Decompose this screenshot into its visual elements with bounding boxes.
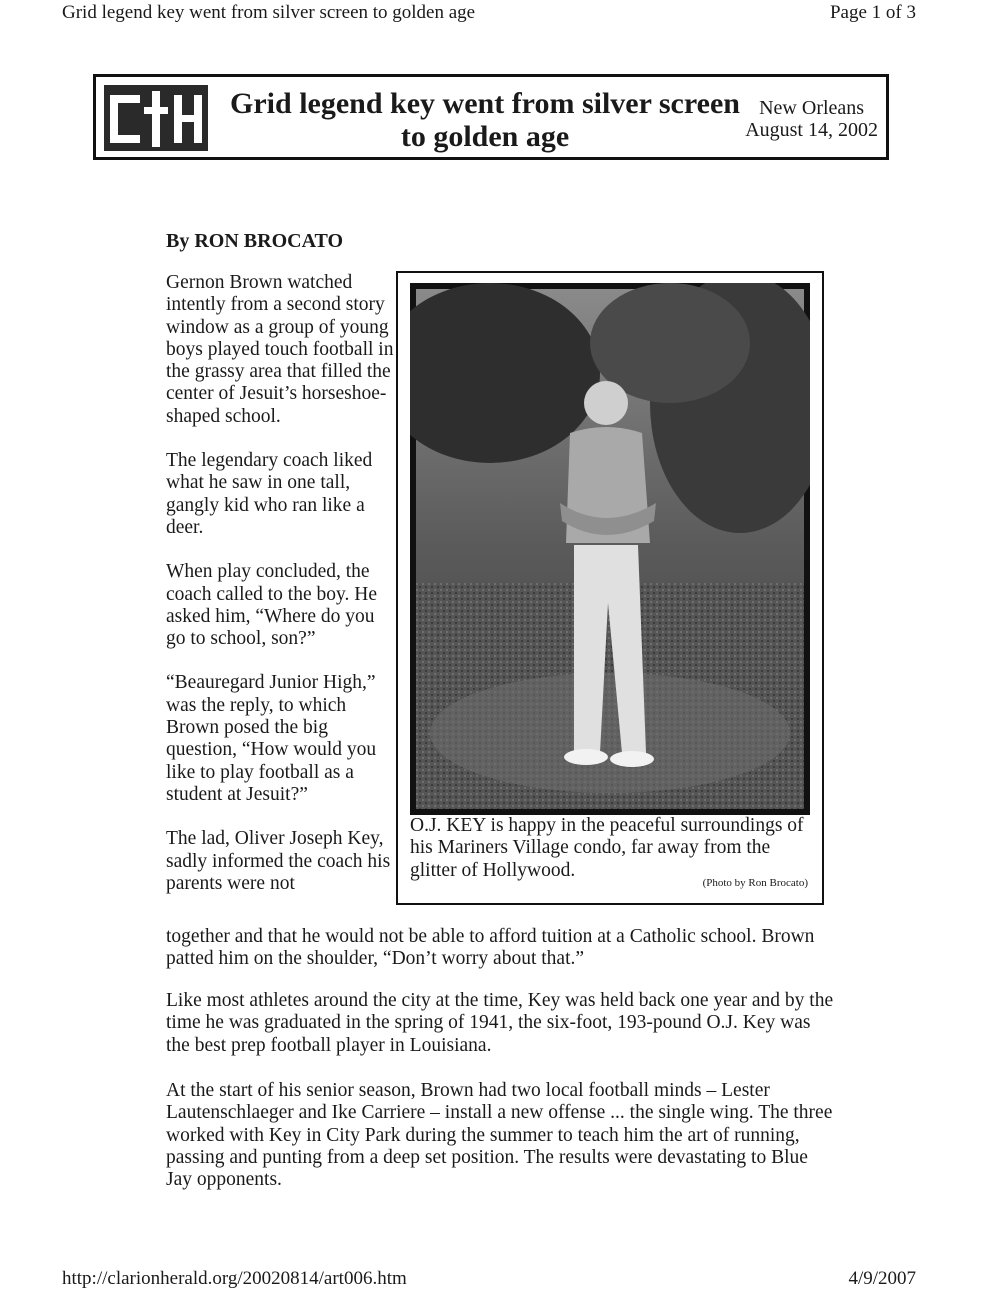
- article-paragraph: At the start of his senior season, Brown had two local football minds – Lester Lautenschlaeger and Ike Carriere – install a new offense ... the single wing. The three worked with Key in City Park during the summer to teach him the art of running, passing and punting from a deep set position. The results were devastating to Blue Jay opponents.: [166, 1080, 833, 1191]
- article-banner: [93, 74, 889, 160]
- article-headline: Grid legend key went from silver screen to golden age: [230, 87, 740, 153]
- dateline-place: New Orleans: [759, 97, 865, 119]
- article-paragraph: The lad, Oliver Joseph Key, sadly informed the coach his parents were not: [166, 828, 391, 894]
- byline: By RON BROCATO: [166, 230, 344, 252]
- print-header-title: Grid legend key went from silver screen to golden age: [62, 2, 476, 23]
- page-number: Page 1 of 3: [829, 2, 916, 23]
- source-url: http://clarionherald.org/20020814/art006.htm: [62, 1268, 407, 1289]
- photo-credit: (Photo by Ron Brocato): [702, 877, 808, 889]
- article-column: [166, 272, 398, 917]
- article-paragraph: together and that he would not be able to afford tuition at a Catholic school. Brown patted him on the shoulder, “Don’t worry about that.”: [166, 926, 815, 970]
- photo-box: [396, 271, 824, 905]
- photo-caption: O.J. KEY is happy in the peaceful surroundings of his Mariners Village condo, far away from the glitter of Hollywood.: [410, 815, 804, 881]
- article-paragraph: Like most athletes around the city at the time, Key was held back one year and by the time he was graduated in the spring of 1941, the six-foot, 193-pound O.J. Key was the best prep football player in Louisiana.: [166, 990, 834, 1056]
- article-paragraph: Gernon Brown watched intently from a second story window as a group of young boys played touch football in the grassy area that filled the center of Jesuit’s horseshoe-shaped school.: [166, 272, 394, 427]
- article-paragraph: “Beauregard Junior High,” was the reply, to which Brown posed the big question, “How would you like to play football as a student at Jesuit?”: [166, 672, 377, 805]
- photo-of-oj-key: [410, 283, 810, 815]
- clarion-herald-logo: [104, 85, 208, 151]
- dateline: [745, 97, 878, 141]
- print-date: 4/9/2007: [848, 1268, 916, 1289]
- article-paragraph: The legendary coach liked what he saw in one tall, gangly kid who ran like a deer.: [166, 450, 373, 538]
- dateline-date: August 14, 2002: [745, 119, 878, 141]
- article-paragraph: When play concluded, the coach called to the boy. He asked him, “Where do you go to school, son?”: [166, 561, 377, 650]
